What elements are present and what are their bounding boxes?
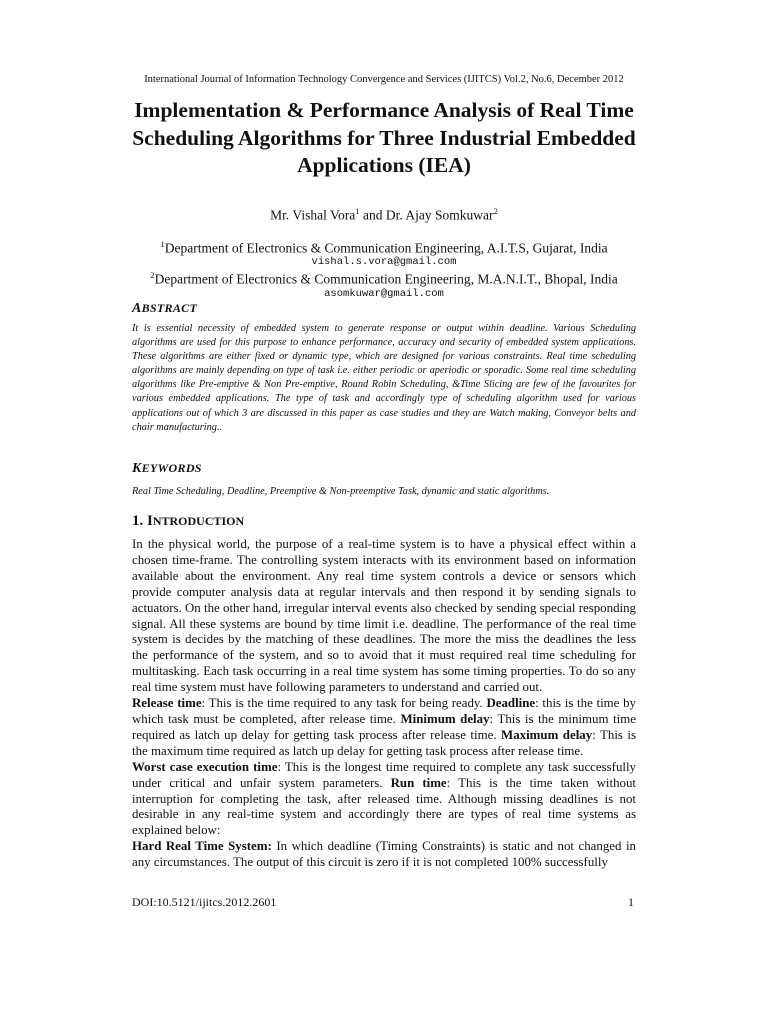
- abstract-heading-cap: A: [132, 301, 142, 316]
- deadline-label: Deadline: [486, 696, 536, 711]
- maximum-delay-label: Maximum delay: [501, 727, 593, 742]
- abstract-heading-rest: BSTRACT: [141, 301, 198, 315]
- keywords-text: Real Time Scheduling, Deadline, Preemptive & Non-preemptive Task, dynamic and static algorithms.: [132, 486, 550, 497]
- journal-header: International Journal of Information Technology Convergence and Services (IJITCS) Vol.2, No.6, December 2012: [144, 74, 624, 85]
- introduction-paragraph-3: [132, 760, 636, 840]
- abstract-text: It is essential necessity of embedded system to generate response or output within deadline. Various Scheduling algorithms are used for this purpose to enhance performance, accuracy and security of embedded system applications. These algorithms are either fixed or dynamic type, which are designed for various constraints. Real time scheduling algorithms are mainly depending on type of task i.e. either periodic or aperiodic or sporadic. Some real time scheduling algorithms like Pre-emptive & Non Pre-emptive, Round Robin Scheduling, &Time Slicing are few of the favourites for various embedded applications. The type of task and accordingly type of scheduling algorithm used for various applications out of which 3 are discussed in this paper as case studies and they are Watch making, Conveyor belts and chair manufacturing..: [132, 323, 636, 433]
- author-1-name: Mr. Vishal Vora: [270, 207, 356, 223]
- run-time-text: : This is the time taken without interruption for completing the task, after released time. Although missing deadlines is not desirable in any real-time system and accordingly there are types of real time systems as explained below:: [132, 775, 636, 838]
- abstract-heading: [132, 301, 197, 317]
- keywords-heading: [132, 461, 202, 477]
- introduction-heading-cap: I: [147, 513, 153, 529]
- release-time-text: : This is the time required to any task for being ready.: [201, 696, 487, 711]
- maximum-delay-text: : This is the maximum time required as latch up delay for getting task process after release time.: [132, 727, 636, 758]
- affiliation-1-sup: 1: [160, 239, 165, 249]
- minimum-delay-label: Minimum delay: [400, 711, 490, 726]
- hard-rts-label: Hard Real Time System:: [132, 839, 272, 854]
- introduction-heading-rest: NTRODUCTION: [152, 514, 245, 528]
- wcet-label: Worst case execution time: [132, 759, 278, 774]
- paper-title: Implementation & Performance Analysis of Real Time Scheduling Algorithms for Three Industrial Embedded Applications (IEA): [132, 98, 636, 177]
- run-time-label: Run time: [390, 775, 447, 790]
- footer-page-number: 1: [628, 895, 634, 909]
- keywords-heading-rest: EYWORDS: [141, 461, 202, 475]
- hard-rts-text: In which deadline (Timing Constraints) is static and not changed in any circumstances. The output of this circuit is zero if it is not completed 100% successfully: [132, 839, 637, 870]
- author-connector: and: [359, 207, 386, 223]
- affiliation-2-sup: 2: [150, 270, 155, 280]
- affiliation-2-email: asomkuwar@gmail.com: [324, 288, 444, 300]
- minimum-delay-text: : This is the minimum time required as latch up delay for getting task process after release time.: [132, 711, 637, 742]
- release-time-label: Release time: [132, 696, 202, 711]
- author-1-sup: 1: [355, 206, 360, 216]
- affiliation-1: [0, 239, 768, 257]
- introduction-heading: [132, 513, 244, 530]
- keywords-heading-cap: K: [132, 461, 142, 476]
- author-2-sup: 2: [493, 206, 498, 216]
- introduction-paragraph-4: [132, 839, 636, 871]
- affiliation-2: [0, 270, 768, 288]
- affiliation-1-text: Department of Electronics & Communication Engineering, A.I.T.S, Gujarat, India: [164, 240, 608, 256]
- introduction-body: [132, 537, 636, 871]
- wcet-text: : This is the longest time required to complete any task successfully under critical and unfair system parameters.: [132, 759, 636, 790]
- author-2-name: Dr. Ajay Somkuwar: [385, 207, 494, 223]
- introduction-paragraph-1: In the physical world, the purpose of a real-time system is to have a physical effect within a chosen time-frame. The controlling system interacts with its environment based on information available about the environment. Any real time system controls a device or sensors which provide computer analysis data at regular intervals and then respond it by sending signals to actuators. On the other hand, irregular interval events also checked by sending special responding signal. All these systems are bound by time limit i.e. deadline. The performance of the real time system is decides by the matching of these deadlines. The more the miss the deadlines the less the performance of the system, and so to avoid that it must required real time scheduling for multitasking. Each task occurring in a real time system has some timing properties. To do so any real time system must have following parameters to understand and carried out.: [132, 537, 636, 695]
- author-line: [0, 206, 768, 224]
- introduction-paragraph-2: [132, 696, 636, 760]
- footer-doi: DOI:10.5121/ijitcs.2012.2601: [132, 895, 277, 909]
- affiliation-2-text: Department of Electronics & Communication Engineering, M.A.N.I.T., Bhopal, India: [154, 271, 618, 287]
- deadline-text: : this is the time by which task must be completed, after release time.: [132, 696, 636, 726]
- affiliation-1-email: vishal.s.vora@gmail.com: [311, 256, 457, 268]
- introduction-number: 1.: [132, 513, 147, 529]
